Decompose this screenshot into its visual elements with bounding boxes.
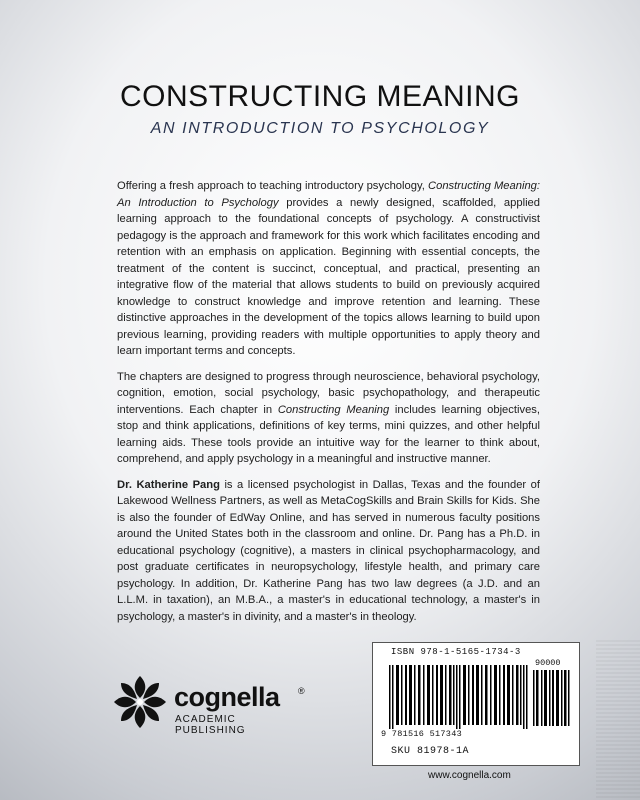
publisher-logo [110,672,310,736]
author-name: Dr. Katherine Pang [117,478,220,491]
description-paragraph-1: Offering a fresh approach to teaching introductory psychology, Constructing Meaning: An Introduction to Psychology provides a newly designed, scaffolded, applied learning approach to the foundational concepts of psychology. A constructivist pedagogy is the approach and framework for this work which facilitates encoding and retention with an emphasis on application. Beginning with essential concepts, the treatment of the content is succinct, conceptual, and practical, presenting an integrative flow of the material that allows students to build on previously acquired knowledge to construct knowledge and improve retention and learning. These distinctive approaches in the development of the topics allows learning to build upon previous learning, providing readers with multiple opportunities to apply theory and learn important terms and concepts. [117,180,541,357]
price-code: 90000 [535,658,561,668]
description-block [117,178,540,634]
book-title: CONSTRUCTING MEANING [120,80,520,113]
isbn-barcode [372,642,580,766]
book-title-italic-short: Constructing Meaning [277,403,390,416]
edge-texture [596,640,640,800]
sku-number: SKU 81978-1A [391,746,470,757]
publisher-imprint: ACADEMIC PUBLISHING [175,714,246,736]
registered-mark: ® [298,686,305,696]
book-title-italic: Constructing Meaning: An Introduction to Psychology [117,180,541,209]
ean-barcode [389,665,529,729]
price-barcode [533,670,571,726]
isbn-number: ISBN 978-1-5165-1734-3 [391,647,521,657]
publisher-url: www.cognella.com [428,770,511,781]
author-bio: Dr. Katherine Pang is a licensed psychologist in Dallas, Texas and the founder of Lakewood Wellness Partners, as well as MetaCogSkills and Brain Skills for Kids. She is also the founder of EdWay Online, and has served in numerous faculty positions around the United States both in the classroom and online. Dr. Pang has a Ph.D. in educational psychology (cognitive), a masters in clinical psychopharmacology, and post graduate certificates in neuropsychology, lifestyle health, and primary care psychology. In addition, Dr. Katherine Pang has two law degrees (a J.D. and an L.L.M. in taxation), an M.B.A., a master's in educational technology, a master's in psychology, a master's in divinity, and a master's in theology. [117,478,540,623]
publisher-name: cognella [174,682,280,712]
description-paragraph-2: The chapters are designed to progress through neuroscience, behavioral psychology, cognition, emotion, social psychology, basic psychopathology, and therapeutic interventions. Each chapter in Constructing Meaning includes learning objectives, stop and think applications, definitions of key terms, mini quizzes, and other helpful learning aids. These tools provide an intuitive way for the learner to think about, comprehend, and apply psychology in a meaningful and instructive manner. [117,370,540,465]
flower-knot-logo-icon [110,672,170,732]
book-subtitle: AN INTRODUCTION TO PSYCHOLOGY [150,120,490,137]
barcode-digits: 9 781516 517343 [381,729,463,739]
